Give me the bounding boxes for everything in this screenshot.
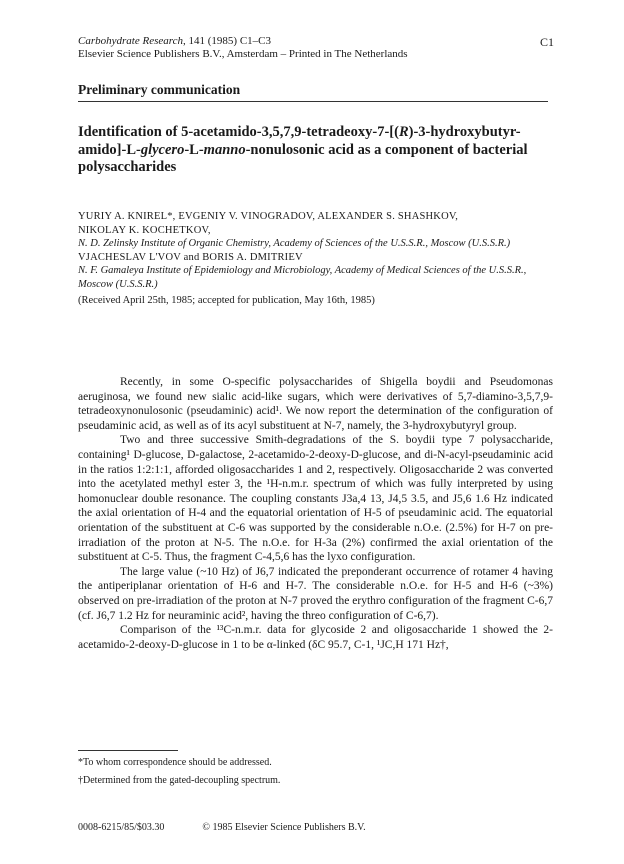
- authors-line-2: NIKOLAY K. KOCHETKOV,: [78, 224, 211, 236]
- body-paragraph-1: Recently, in some O-specific polysaccharides of Shigella boydii and Pseudomonas aeruginosa, we found new sialic acid-like sugars, which were derivatives of 5,7-diamino-3,5,7,9-tetradeoxynonulosonic (pseudaminic) acid¹. We now report the determination of the configuration of pseudaminic acid, as well as of its acyl substituent at N-7, namely, the 3-hydroxybutyryl group.: [78, 376, 553, 432]
- copyright-line: © 1985 Elsevier Science Publishers B.V.: [202, 822, 366, 833]
- journal-header: [78, 35, 408, 61]
- authors-line-1: YURIY A. KNIREL*, EVGENIY V. VINOGRADOV, ALEXANDER S. SHASHKOV,: [78, 211, 459, 222]
- affiliation-1: N. D. Zelinsky Institute of Organic Chemistry, Academy of Sciences of the U.S.S.R., Moscow (U.S.S.R.): [78, 238, 511, 249]
- footnote-2: †Determined from the gated-decoupling spectrum.: [78, 775, 281, 786]
- footnote-1: *To whom correspondence should be addressed.: [78, 757, 272, 768]
- title-part-4: -nonulosonic acid as a component of bacterial polysaccharides: [78, 141, 528, 175]
- journal-name: Carbohydrate Research: [78, 35, 183, 47]
- article-body: [78, 375, 553, 652]
- body-paragraph-3: The large value (~10 Hz) of J6,7 indicated the preponderant occurrence of rotamer 4 having the antiperiplanar orientation of H-6 and H-7. The considerable n.O.e. for H-5 and H-6 (~3%) observed on pre-irradiation of the proton at N-7 proved the erythro configuration of the fragment C-6,7 (cf. J6,7 1.2 Hz for neuraminic acid², having the threo configuration of C-6,7).: [78, 565, 553, 622]
- body-paragraph-4: Comparison of the ¹³C-n.m.r. data for glycoside 2 and oligosaccharide 1 showed the 2-acetamido-2-deoxy-D-glucose in 1 to be α-linked (δC 95.7, C-1, ¹JC,H 171 Hz†,: [78, 624, 553, 651]
- received-dates: (Received April 25th, 1985; accepted for publication, May 16th, 1985): [78, 295, 375, 306]
- title-part-r: R: [398, 124, 409, 140]
- authors-line-3: VJACHESLAV L'VOV and BORIS A. DMITRIEV: [78, 251, 303, 263]
- author-block: [78, 210, 558, 308]
- title-part-3: -L-: [184, 141, 204, 158]
- page-footer: [78, 822, 366, 833]
- article-title: [78, 124, 558, 177]
- title-part-glycero: glycero: [140, 141, 185, 158]
- footnote-rule: [78, 750, 178, 751]
- title-part-2: )-3-hydroxybutyr-amido]-L-: [78, 124, 521, 158]
- section-label: Preliminary communication: [78, 82, 241, 97]
- page-number: C1: [539, 35, 554, 49]
- section-rule: [78, 101, 548, 102]
- journal-citation: , 141 (1985) C1–C3: [183, 35, 271, 47]
- article-code: 0008-6215/85/$03.30: [78, 822, 165, 833]
- title-part-manno: manno: [203, 141, 246, 158]
- title-part-1: Identification of 5-acetamido-3,5,7,9-tetradeoxy-7-[(: [78, 124, 399, 140]
- publisher-line: Elsevier Science Publishers B.V., Amsterdam – Printed in The Netherlands: [78, 48, 408, 60]
- affiliation-2: N. F. Gamaleya Institute of Epidemiology and Microbiology, Academy of Medical Sciences of the U.S.S.R., Moscow (U.S.S.R.): [78, 265, 527, 290]
- body-paragraph-2: Two and three successive Smith-degradations of the S. boydii type 7 polysaccharide, containing¹ D-glucose, D-galactose, 2-acetamido-2-deoxy-D-glucose, and di-N-acyl-pseudaminic acid in the ratios 1:2:1:1, afforded oligosaccharides 1 and 2, respectively. Oligosaccharide 2 was converted into the acetylated methyl ester 3, the ¹H-n.m.r. spectrum of which was fully interpreted by using homonuclear double resonance. The coupling constants J3a,4 13, J4,5 3.5, and J5,6 1.6 Hz indicated the axial orientation of H-4 and the equatorial orientation of H-5 of pseudaminic acid. The equatorial orientation of the substituent at C-6 was supported by the considerable n.O.e. (2.5%) for H-7 on pre-irradiation of the proton at N-5. The n.O.e. for H-3a (2%) confirmed the axial orientation of the substituent at C-5. Thus, the fragment C-4,5,6 has the lyxo configuration.: [78, 434, 553, 564]
